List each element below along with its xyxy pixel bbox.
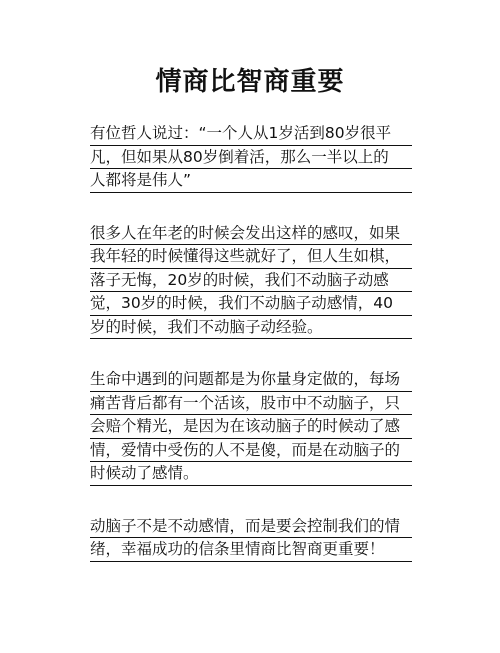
paragraph-3 — [90, 368, 412, 486]
paragraph-4 — [90, 515, 412, 562]
article-body — [90, 122, 412, 591]
paragraph-line: 我年轻的时候懂得这些就好了，但人生如棋， — [90, 245, 412, 269]
paragraph-line: 绪，幸福成功的信条里情商比智商更重要！ — [90, 538, 412, 562]
paragraph-line: 落子无悔，20岁的时候，我们不动脑子动感 — [90, 269, 412, 293]
paragraph-line: 痛苦背后都有一个活该，股市中不动脑子，只 — [90, 392, 412, 416]
paragraph-line: 动脑子不是不动感情，而是要会控制我们的情 — [90, 515, 412, 539]
paragraph-line: 人都将是伟人” — [90, 169, 412, 193]
paragraph-line: 有位哲人说过：“一个人从1岁活到80岁很平 — [90, 122, 412, 146]
paragraph-line: 时候动了感情。 — [90, 462, 412, 486]
paragraph-line: 很多人在年老的时候会发出这样的感叹，如果 — [90, 222, 412, 246]
paragraph-line: 觉，30岁的时候，我们不动脑子动感情，40 — [90, 292, 412, 316]
paragraph-line: 凡，但如果从80岁倒着活，那么一半以上的 — [90, 146, 412, 170]
page-title: 情商比智商重要 — [155, 67, 345, 97]
paragraph-1 — [90, 122, 412, 193]
paragraph-2 — [90, 222, 412, 340]
paragraph-line: 生命中遇到的问题都是为你量身定做的，每场 — [90, 368, 412, 392]
paragraph-line: 情，爱情中受伤的人不是傻，而是在动脑子的 — [90, 439, 412, 463]
paragraph-line: 岁的时候，我们不动脑子动经验。 — [90, 316, 412, 340]
paragraph-line: 会赔个精光，是因为在该动脑子的时候动了感 — [90, 415, 412, 439]
